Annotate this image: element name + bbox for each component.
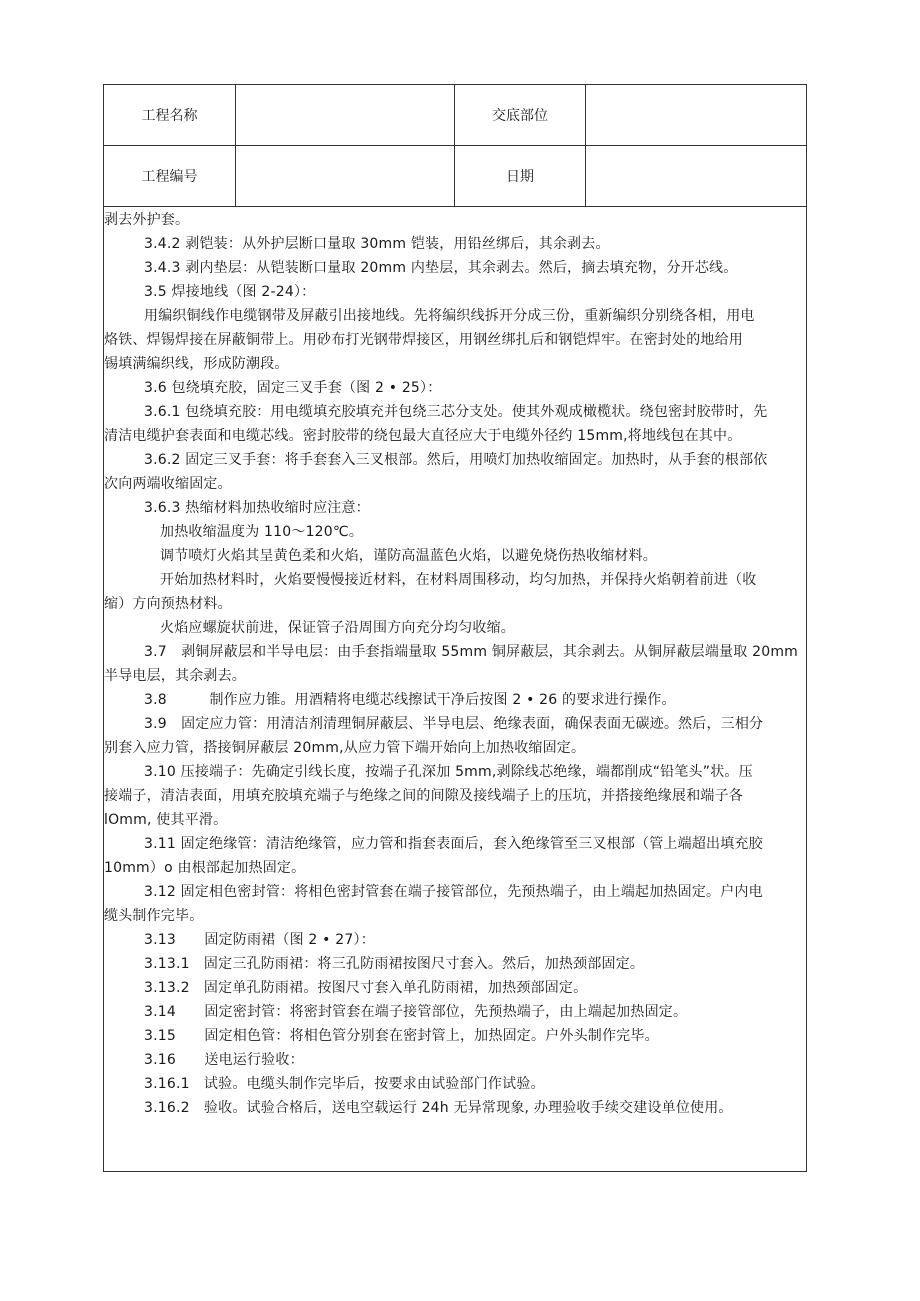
content-line: 清洁电缆护套表面和电缆芯线。密封胶带的绕包最大直径应大于电缆外径约 15mm,将地线包在其中。 — [104, 428, 742, 444]
project-name-label: 工程名称 — [104, 85, 236, 145]
header-row-1 — [104, 85, 806, 146]
content-line: 3.15 固定相色管：将相色管分别套在密封管上，加热固定。户外头制作完毕。 — [144, 1028, 659, 1044]
content-line: 3.9 固定应力管：用清洁剂清理铜屏蔽层、半导电层、绝缘表面，确保表面无碳迹。然后，三相分 — [144, 716, 764, 732]
header-row-2 — [104, 146, 806, 207]
content-line: 3.12 固定相色密封管：将相色密封管套在端子接管部位，先预热端子，由上端起加热固定。户内电 — [144, 884, 763, 900]
project-no-value — [236, 146, 455, 206]
content-line: 10mm）o 由根部起加热固定。 — [104, 860, 306, 876]
content-line: 3.6.3 热缩材料加热收缩时应注意： — [144, 500, 370, 516]
disclosure-part-label: 交底部位 — [455, 85, 586, 145]
content-line: 3.5 焊接地线（图 2-24）： — [144, 284, 316, 300]
content-line: 3.4.3 剥内垫层：从铠装断口量取 20mm 内垫层，其余剥去。然后，摘去填充物，分开芯线。 — [144, 260, 738, 276]
disclosure-form — [103, 84, 807, 1172]
content-line: 次向两端收缩固定。 — [104, 476, 232, 492]
content-line: lOmm, 使其平滑。 — [104, 812, 228, 828]
content-line: 3.13.2 固定单孔防雨裙。按图尺寸套入单孔防雨裙，加热颈部固定。 — [144, 980, 588, 996]
project-name-value — [236, 85, 455, 145]
content-line: 火焰应螺旋状前进，保证管子沿周围方向充分均匀收缩。 — [160, 620, 515, 636]
content-line: 锡填满编织线，形成防潮段。 — [104, 356, 289, 372]
content-line: 3.4.2 剥铠装：从外护层断口量取 30mm 铠装，用铅丝绑后，其余剥去。 — [144, 236, 610, 252]
content-line: 3.8 制作应力锥。用酒精将电缆芯线擦试干净后按图 2 • 26 的要求进行操作。 — [144, 692, 676, 708]
content-line: 接端子，清洁表面，用填充胶填充端子与绝缘之间的间隙及接线端子上的压坑，并搭接绝缘展和端子各 — [104, 788, 743, 804]
content-line: 3.6.1 包绕填充胶：用电缆填充胶填充并包绕三芯分支处。使其外观成橄榄状。绕包密封胶带时，先 — [144, 404, 768, 420]
content-line: 调节喷灯火焰其呈黄色柔和火焰，谨防高温蓝色火焰，以避免烧伤热收缩材料。 — [160, 548, 657, 564]
date-value — [586, 146, 806, 206]
content-line: 剥去外护套。 — [104, 212, 190, 228]
content-line: 3.13.1 固定三孔防雨裙：将三孔防雨裙按图尺寸套入。然后，加热颈部固定。 — [144, 956, 645, 972]
content-line: 缩）方向预热材料。 — [104, 596, 232, 612]
content-body — [104, 208, 806, 1120]
content-line: 3.16.2 验收。试验合格后，送电空载运行 24h 无异常现象, 办理验收手续交建设单位使用。 — [144, 1100, 733, 1116]
content-line: 3.16.1 试验。电缆头制作完毕后，按要求由试验部门作试验。 — [144, 1076, 545, 1092]
content-line: 3.13 固定防雨裙（图 2 • 27）： — [144, 932, 375, 948]
content-line: 3.6.2 固定三叉手套：将手套套入三叉根部。然后，用喷灯加热收缩固定。加热时，从手套的根部依 — [144, 452, 768, 468]
content-line: 3.16 送电运行验收： — [144, 1052, 304, 1068]
content-line: 3.7 剥铜屏蔽层和半导电层：由手套指端量取 55mm 铜屏蔽层，其余剥去。从铜屏蔽层端量取 20mm — [144, 644, 798, 660]
content-line: 3.10 压接端子：先确定引线长度，按端子孔深加 5mm,剥除线芯绝缘，端都削成“铅笔头”状。压 — [144, 764, 753, 780]
date-label: 日期 — [455, 146, 586, 206]
content-line: 缆头制作完毕。 — [104, 908, 204, 924]
content-line: 用编织铜线作电缆钢带及屏蔽引出接地线。先将编织线拆开分成三份，重新编织分别绕各相，用电 — [144, 308, 755, 324]
content-line: 3.11 固定绝缘管：清洁绝缘管，应力管和指套表面后，套入绝缘管至三叉根部（管上端超出填充胶 — [144, 836, 763, 852]
content-line: 加热收缩温度为 110～120℃。 — [160, 524, 364, 540]
content-line: 别套入应力管，搭接铜屏蔽层 20mm,从应力管下端开始向上加热收缩固定。 — [104, 740, 586, 756]
content-line: 3.6 包绕填充胶，固定三叉手套（图 2 • 25）： — [144, 380, 442, 396]
content-line: 烙铁、焊锡焊接在屏蔽铜带上。用砂布打光钢带焊接区，用钢丝绑扎后和钢铠焊牢。在密封处的地给用 — [104, 332, 743, 348]
disclosure-part-value — [586, 85, 806, 145]
content-line: 3.14 固定密封管：将密封管套在端子接管部位，先预热端子，由上端起加热固定。 — [144, 1004, 688, 1020]
project-no-label: 工程编号 — [104, 146, 236, 206]
content-line: 半导电层，其余剥去。 — [104, 668, 246, 684]
content-line: 开始加热材料时，火焰要慢慢接近材料，在材料周围移动，均匀加热，并保持火焰朝着前进（收 — [160, 572, 757, 588]
